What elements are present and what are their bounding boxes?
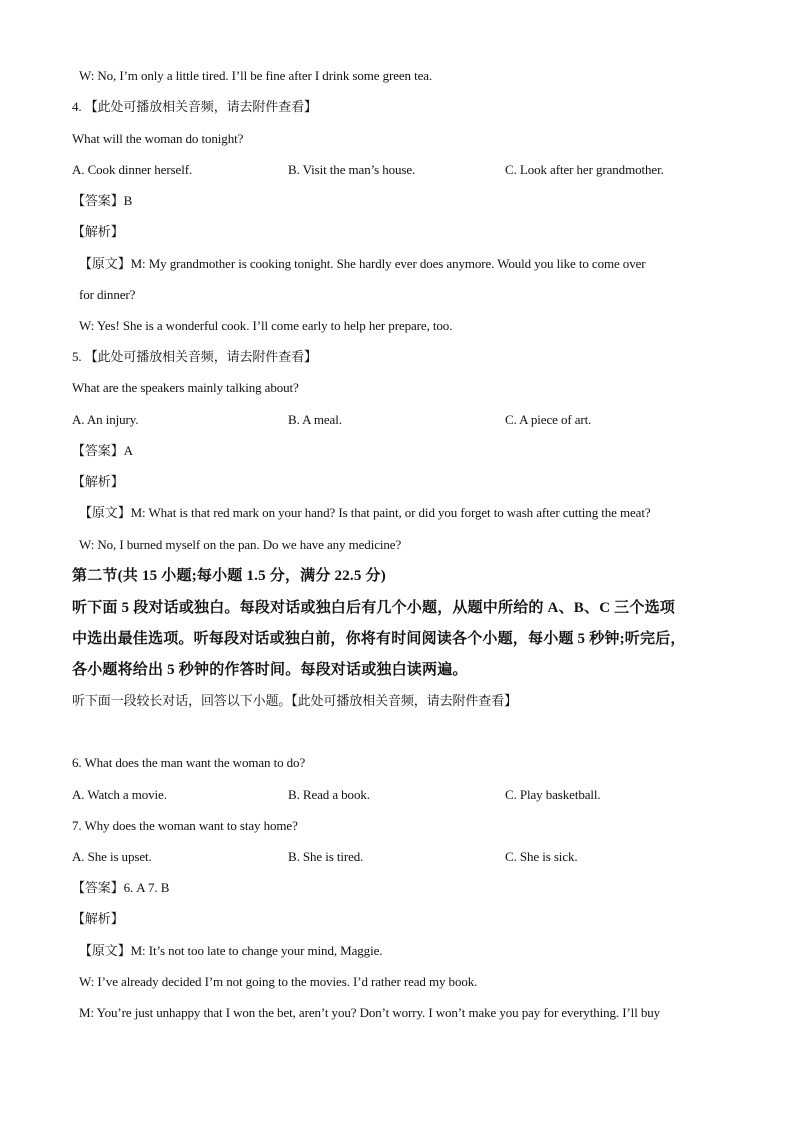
q5-transcript-line: W: No, I burned myself on the pan. Do we have any medicine? [79, 537, 402, 552]
question-6-text: 6. What does the man want the woman to do? [72, 755, 306, 770]
q7-option-c: C. She is sick. [505, 849, 578, 864]
q67-transcript-line: 【原文】M: It’s not too late to change your mind, Maggie. [79, 943, 383, 958]
q5-option-b: B. A meal. [288, 412, 342, 427]
section-instruction: 中选出最佳选项。听每段对话或独白前，你将有时间阅读各个小题，每小题 5 秒钟;听完后， [72, 631, 686, 647]
q5-analysis-label: 【解析】 [72, 474, 124, 489]
question-4-number: 4. 【此处可播放相关音频，请去附件查看】 [72, 99, 317, 114]
dialogue-line: W: No, I’m only a little tired. I’ll be fine after I drink some green tea. [79, 68, 433, 83]
q5-answer: 【答案】A [72, 443, 133, 458]
q6-option-c: C. Play basketball. [505, 787, 601, 802]
q67-transcript-line: W: I’ve already decided I’m not going to the movies. I’d rather read my book. [79, 974, 478, 989]
section-title: 第二节(共 15 小题;每小题 1.5 分，满分 22.5 分) [72, 568, 386, 584]
q4-option-c: C. Look after her grandmother. [505, 162, 664, 177]
q7-option-a: A. She is upset. [72, 849, 152, 864]
q4-answer: 【答案】B [72, 193, 133, 208]
q4-transcript-line: for dinner? [79, 287, 136, 302]
q4-analysis-label: 【解析】 [72, 224, 124, 239]
question-7-text: 7. Why does the woman want to stay home? [72, 818, 298, 833]
question-4-text: What will the woman do tonight? [72, 131, 244, 146]
q67-analysis-label: 【解析】 [72, 911, 124, 926]
q67-answer: 【答案】6. A 7. B [72, 880, 170, 895]
q4-option-b: B. Visit the man’s house. [288, 162, 416, 177]
q6-option-b: B. Read a book. [288, 787, 370, 802]
listening-prompt: 听下面一段较长对话，回答以下小题。【此处可播放相关音频，请去附件查看】 [72, 693, 518, 708]
question-5-text: What are the speakers mainly talking about? [72, 380, 299, 395]
q5-option-a: A. An injury. [72, 412, 139, 427]
question-5-number: 5. 【此处可播放相关音频，请去附件查看】 [72, 349, 317, 364]
q4-transcript-line: 【原文】M: My grandmother is cooking tonight. She hardly ever does anymore. Would you like to come over [79, 256, 646, 271]
section-instruction: 各小题将给出 5 秒钟的作答时间。每段对话或独白读两遍。 [72, 662, 468, 678]
q67-transcript-line: M: You’re just unhappy that I won the bet, aren’t you? Don’t worry. I won’t make you pay for everything. I’ll buy [79, 1005, 661, 1020]
q4-transcript-line: W: Yes! She is a wonderful cook. I’ll come early to help her prepare, too. [79, 318, 453, 333]
section-instruction: 听下面 5 段对话或独白。每段对话或独白后有几个小题，从题中所给的 A、B、C 三个选项 [72, 600, 675, 616]
q4-option-a: A. Cook dinner herself. [72, 162, 193, 177]
q5-option-c: C. A piece of art. [505, 412, 592, 427]
q7-option-b: B. She is tired. [288, 849, 364, 864]
q5-transcript-line: 【原文】M: What is that red mark on your hand? Is that paint, or did you forget to wash after cutting the meat? [79, 505, 651, 520]
q6-option-a: A. Watch a movie. [72, 787, 167, 802]
